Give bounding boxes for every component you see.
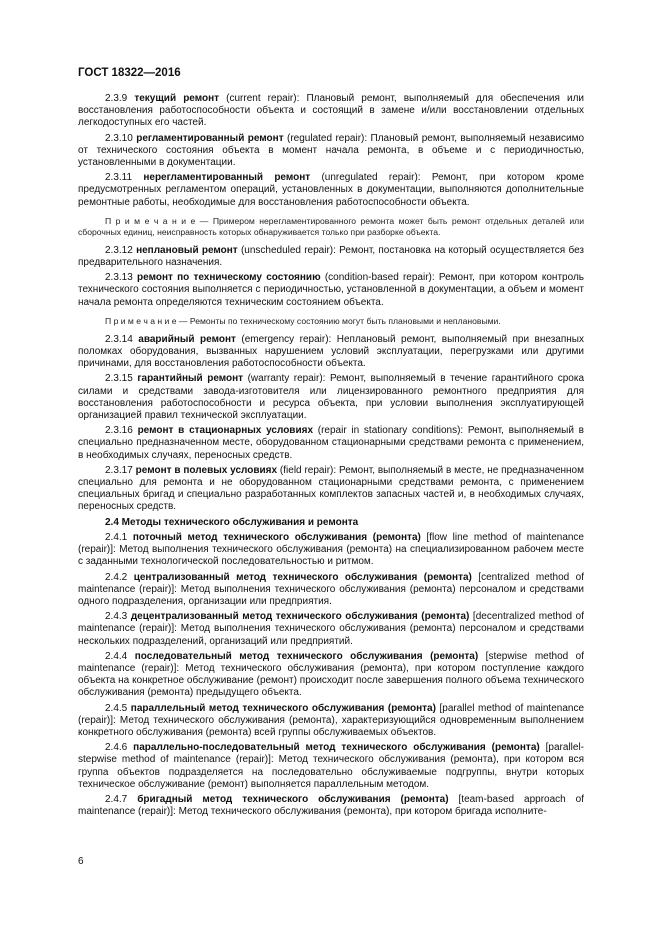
entries-group-b	[78, 245, 584, 309]
term-number: 2.4.2	[105, 571, 128, 583]
term-title: параллельный метод технического обслуживания (ремонта)	[130, 702, 436, 714]
term-entry	[78, 572, 584, 609]
term-number: 2.3.11	[105, 172, 133, 184]
term-definition: (repair in stationary conditions): Ремонт, выполняемый в специально предназначенном месте, оборудованном стационарными средствами ремонта с применением, в необходимых случаях, переносных средств.	[78, 425, 584, 461]
term-number: 2.3.16	[105, 425, 133, 437]
term-entry	[78, 93, 584, 130]
note-unregulated-repair: П р и м е ч а н и е — Примером нерегламентированного ремонта может быть ремонт отдельных деталей или сборочных единиц, неисправность которых обнаруживается только при разборке объекта.	[78, 215, 584, 237]
term-number: 2.3.13	[105, 272, 133, 284]
document-header: ГОСТ 18322—2016	[78, 67, 181, 79]
term-number: 2.3.9	[105, 93, 128, 104]
term-definition: [decentralized method of maintenance (repair)]: Метод выполнения технического обслуживания (ремонта) персоналом и средствами нескольких подразделений, организаций или предприятий.	[78, 611, 584, 647]
term-title: поточный метод технического обслуживания (ремонта)	[132, 531, 421, 543]
term-entry	[78, 742, 584, 791]
term-definition: [stepwise method of maintenance (repair)]: Метод технического обслуживания (ремонта), при котором поступление каждого объекта на конкретное обслуживание (ремонт) происходит после завершения полного объема технического обслуживания (ремонта) предыдущего объекта.	[78, 650, 585, 699]
term-title: последовательный метод технического обслуживания (ремонта)	[134, 650, 479, 662]
term-definition: (warranty repair): Ремонт, выполняемый в течение гарантийного срока силами и средствами завода-изготовителя или лицензированного ремонтного предприятия для восстановления работоспособности и ресурса объекта, при условии выполнения эксплуатирующей организацией правил технической эксплуатации.	[78, 373, 585, 422]
term-entry	[78, 172, 584, 209]
document-body	[78, 93, 584, 821]
term-title: централизованный метод технического обслуживания (ремонта)	[133, 571, 472, 583]
term-title: ремонт в стационарных условиях	[137, 425, 313, 437]
term-entry	[78, 272, 584, 309]
term-definition: [parallel method of maintenance (repair)]: Метод технического обслуживания (ремонта), характеризующийся одновременным выполнением конкретного обслуживания (ремонта) всей группы обслуживаемых объектов.	[78, 702, 585, 738]
term-entry	[78, 465, 584, 514]
page-number: 6	[78, 856, 84, 867]
term-entry	[78, 133, 584, 170]
term-number: 2.3.14	[105, 333, 133, 345]
term-number: 2.4.7	[105, 793, 128, 805]
term-entry	[78, 794, 584, 818]
term-title: регламентированный ремонт	[136, 132, 284, 144]
term-definition: [team-based approach of maintenance (repair)]: Метод технического обслуживания (ремонта), при котором бригада исполните-	[78, 793, 584, 818]
term-entry	[78, 425, 584, 462]
entries-group-c	[78, 334, 584, 514]
term-definition: (current repair): Плановый ремонт, выполняемый для обеспечения или восстановления работоспособности объекта и состоящий в замене и/или восстановлении отдельных легкодоступных его частей.	[78, 93, 584, 129]
term-title: неплановый ремонт	[136, 244, 238, 256]
term-entry	[78, 651, 584, 700]
term-title: бригадный метод технического обслуживания (ремонта)	[137, 793, 449, 805]
term-number: 2.4.3	[105, 611, 128, 623]
term-definition: (condition-based repair): Ремонт, при котором контроль технического состояния выполняется с периодичностью, установленной в документации, а объем и момент начала ремонта определяются техническим состоянием объекта.	[78, 272, 584, 308]
term-number: 2.3.12	[105, 244, 133, 256]
note-condition-based-repair: П р и м е ч а н и е — Ремонты по техническому состоянию могут быть плановыми и неплановыми.	[105, 315, 501, 326]
term-entry	[78, 703, 584, 740]
term-title: текущий ремонт	[134, 93, 220, 104]
term-title: параллельно-последовательный метод технического обслуживания (ремонта)	[133, 742, 540, 754]
term-definition: (unscheduled repair): Ремонт, постановка на который осуществляется без предварительного назначения.	[78, 244, 585, 269]
term-definition: [parallel-stepwise method of maintenance (repair)]: Метод технического обслуживания (ремонта), при котором вся группа объектов подразделяется на последовательно обслуживаемые подгруппы, внутри которых техническое обслуживание (ремонт) выполняется параллельным методом.	[78, 742, 584, 790]
term-title: ремонт по техническому состоянию	[137, 272, 321, 284]
term-definition: (emergency repair): Неплановый ремонт, выполняемый при внезапных поломках оборудования, вызванных нарушением условий эксплуатации, перегрузками или другими причинами, для восстановления работоспособности объекта.	[78, 333, 584, 370]
term-title: гарантийный ремонт	[137, 373, 244, 385]
term-number: 2.3.17	[105, 464, 133, 476]
term-title: ремонт в полевых условиях	[135, 464, 278, 476]
term-entry	[78, 334, 584, 371]
term-entry	[78, 611, 584, 648]
term-number: 2.4.4	[105, 650, 128, 662]
term-number: 2.4.6	[105, 742, 128, 754]
term-title: децентрализованный метод технического обслуживания (ремонта)	[130, 611, 470, 623]
term-number: 2.3.15	[105, 373, 133, 385]
term-definition: [flow line method of maintenance (repair)]: Метод выполнения технического обслуживания (ремонта) на специализированном рабочем месте с заданными технологической последовательностью и ритмом.	[78, 531, 584, 568]
term-definition: (field repair): Ремонт, выполняемый в месте, не предназначенном специально для ремонта и не оборудованном стационарными средствами ремонта, с применением специальных бригад и специально разработанных комплектов запасных частей и, в необходимых случаях, переносных средств.	[78, 464, 584, 513]
term-number: 2.4.5	[105, 702, 128, 714]
term-number: 2.4.1	[105, 531, 128, 543]
term-definition: [centralized method of maintenance (repair)]: Метод выполнения технического обслуживания (ремонта) персоналом и средствами одного подразделения, организации или предприятия.	[78, 571, 584, 607]
term-title: нерегламентированный ремонт	[143, 172, 311, 184]
term-entry	[78, 373, 584, 422]
term-definition: (unregulated repair): Ремонт, при котором кроме предусмотренных регламентом операций, установленных в документации, выполняются дополнительные ремонтные работы, необходимые для восстановления работоспособности объекта.	[78, 172, 585, 208]
entries-group-d	[78, 532, 584, 818]
term-definition: (regulated repair): Плановый ремонт, выполняемый независимо от технического состояния объекта в момент начала ремонта, в объеме и с периодичностью, установленными в документации.	[78, 132, 585, 169]
entries-group-a	[78, 93, 584, 209]
section-heading: 2.4 Методы технического обслуживания и ремонта	[105, 516, 359, 528]
term-number: 2.3.10	[105, 132, 133, 144]
term-entry	[78, 532, 584, 569]
term-entry	[78, 245, 584, 269]
term-title: аварийный ремонт	[138, 333, 236, 345]
